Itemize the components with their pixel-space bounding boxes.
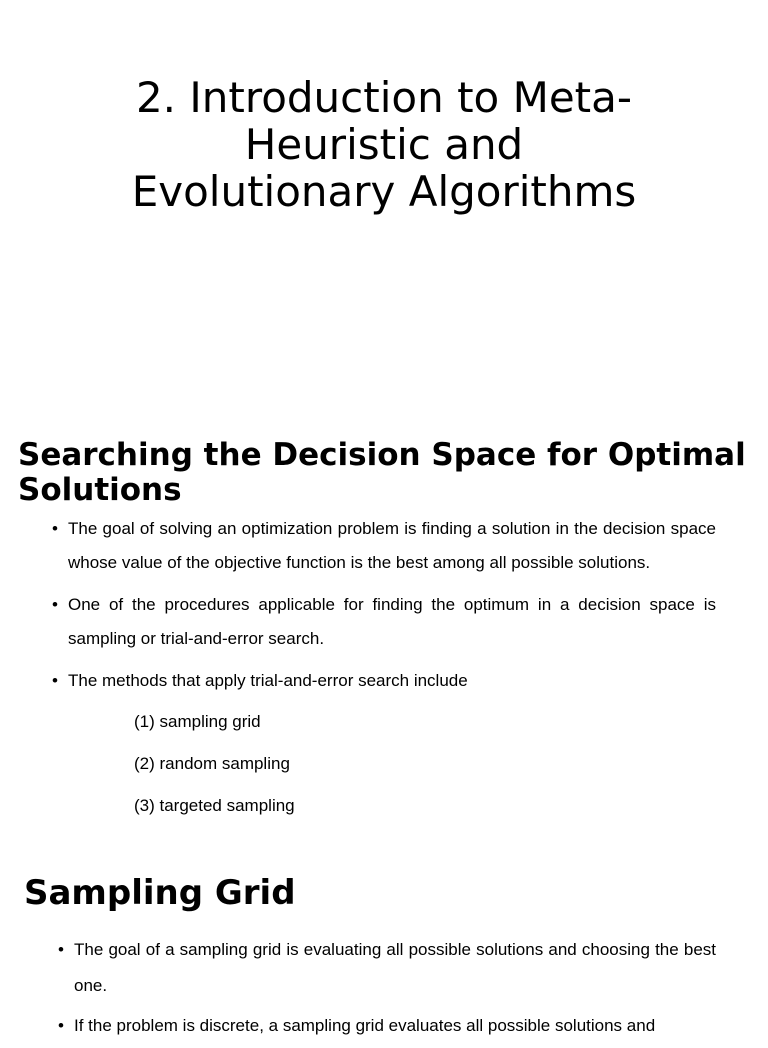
- bullet-item: • If the problem is discrete, a sampling grid evaluates all possible solutions and: [56, 1008, 716, 1044]
- bullet-item: • The goal of solving an optimization problem is finding a solution in the decision space whose value of the objective function is the best among all possible solutions.: [50, 512, 716, 580]
- methods-list: [134, 704, 295, 830]
- bullet-item: • The goal of a sampling grid is evaluating all possible solutions and choosing the best one.: [56, 932, 716, 1004]
- slide-title: [0, 74, 768, 215]
- method-item: (1) sampling grid: [134, 712, 261, 731]
- title-line: Heuristic and: [244, 120, 524, 169]
- section-heading-sampling-grid: Sampling Grid: [24, 873, 296, 913]
- section-heading-decision-space: Searching the Decision Space for Optimal Solutions: [18, 437, 746, 508]
- method-item: (2) random sampling: [134, 754, 290, 773]
- title-line: Evolutionary Algorithms: [131, 167, 637, 216]
- method-item: (3) targeted sampling: [134, 796, 295, 815]
- sampling-grid-bullet-list: [56, 932, 716, 1048]
- bullet-item: • One of the procedures applicable for finding the optimum in a decision space is sampling or trial-and-error search.: [50, 588, 716, 656]
- decision-space-bullet-list: [50, 512, 716, 706]
- title-line: 2. Introduction to Meta-: [135, 73, 633, 122]
- bullet-item: • The methods that apply trial-and-error search include: [50, 664, 716, 698]
